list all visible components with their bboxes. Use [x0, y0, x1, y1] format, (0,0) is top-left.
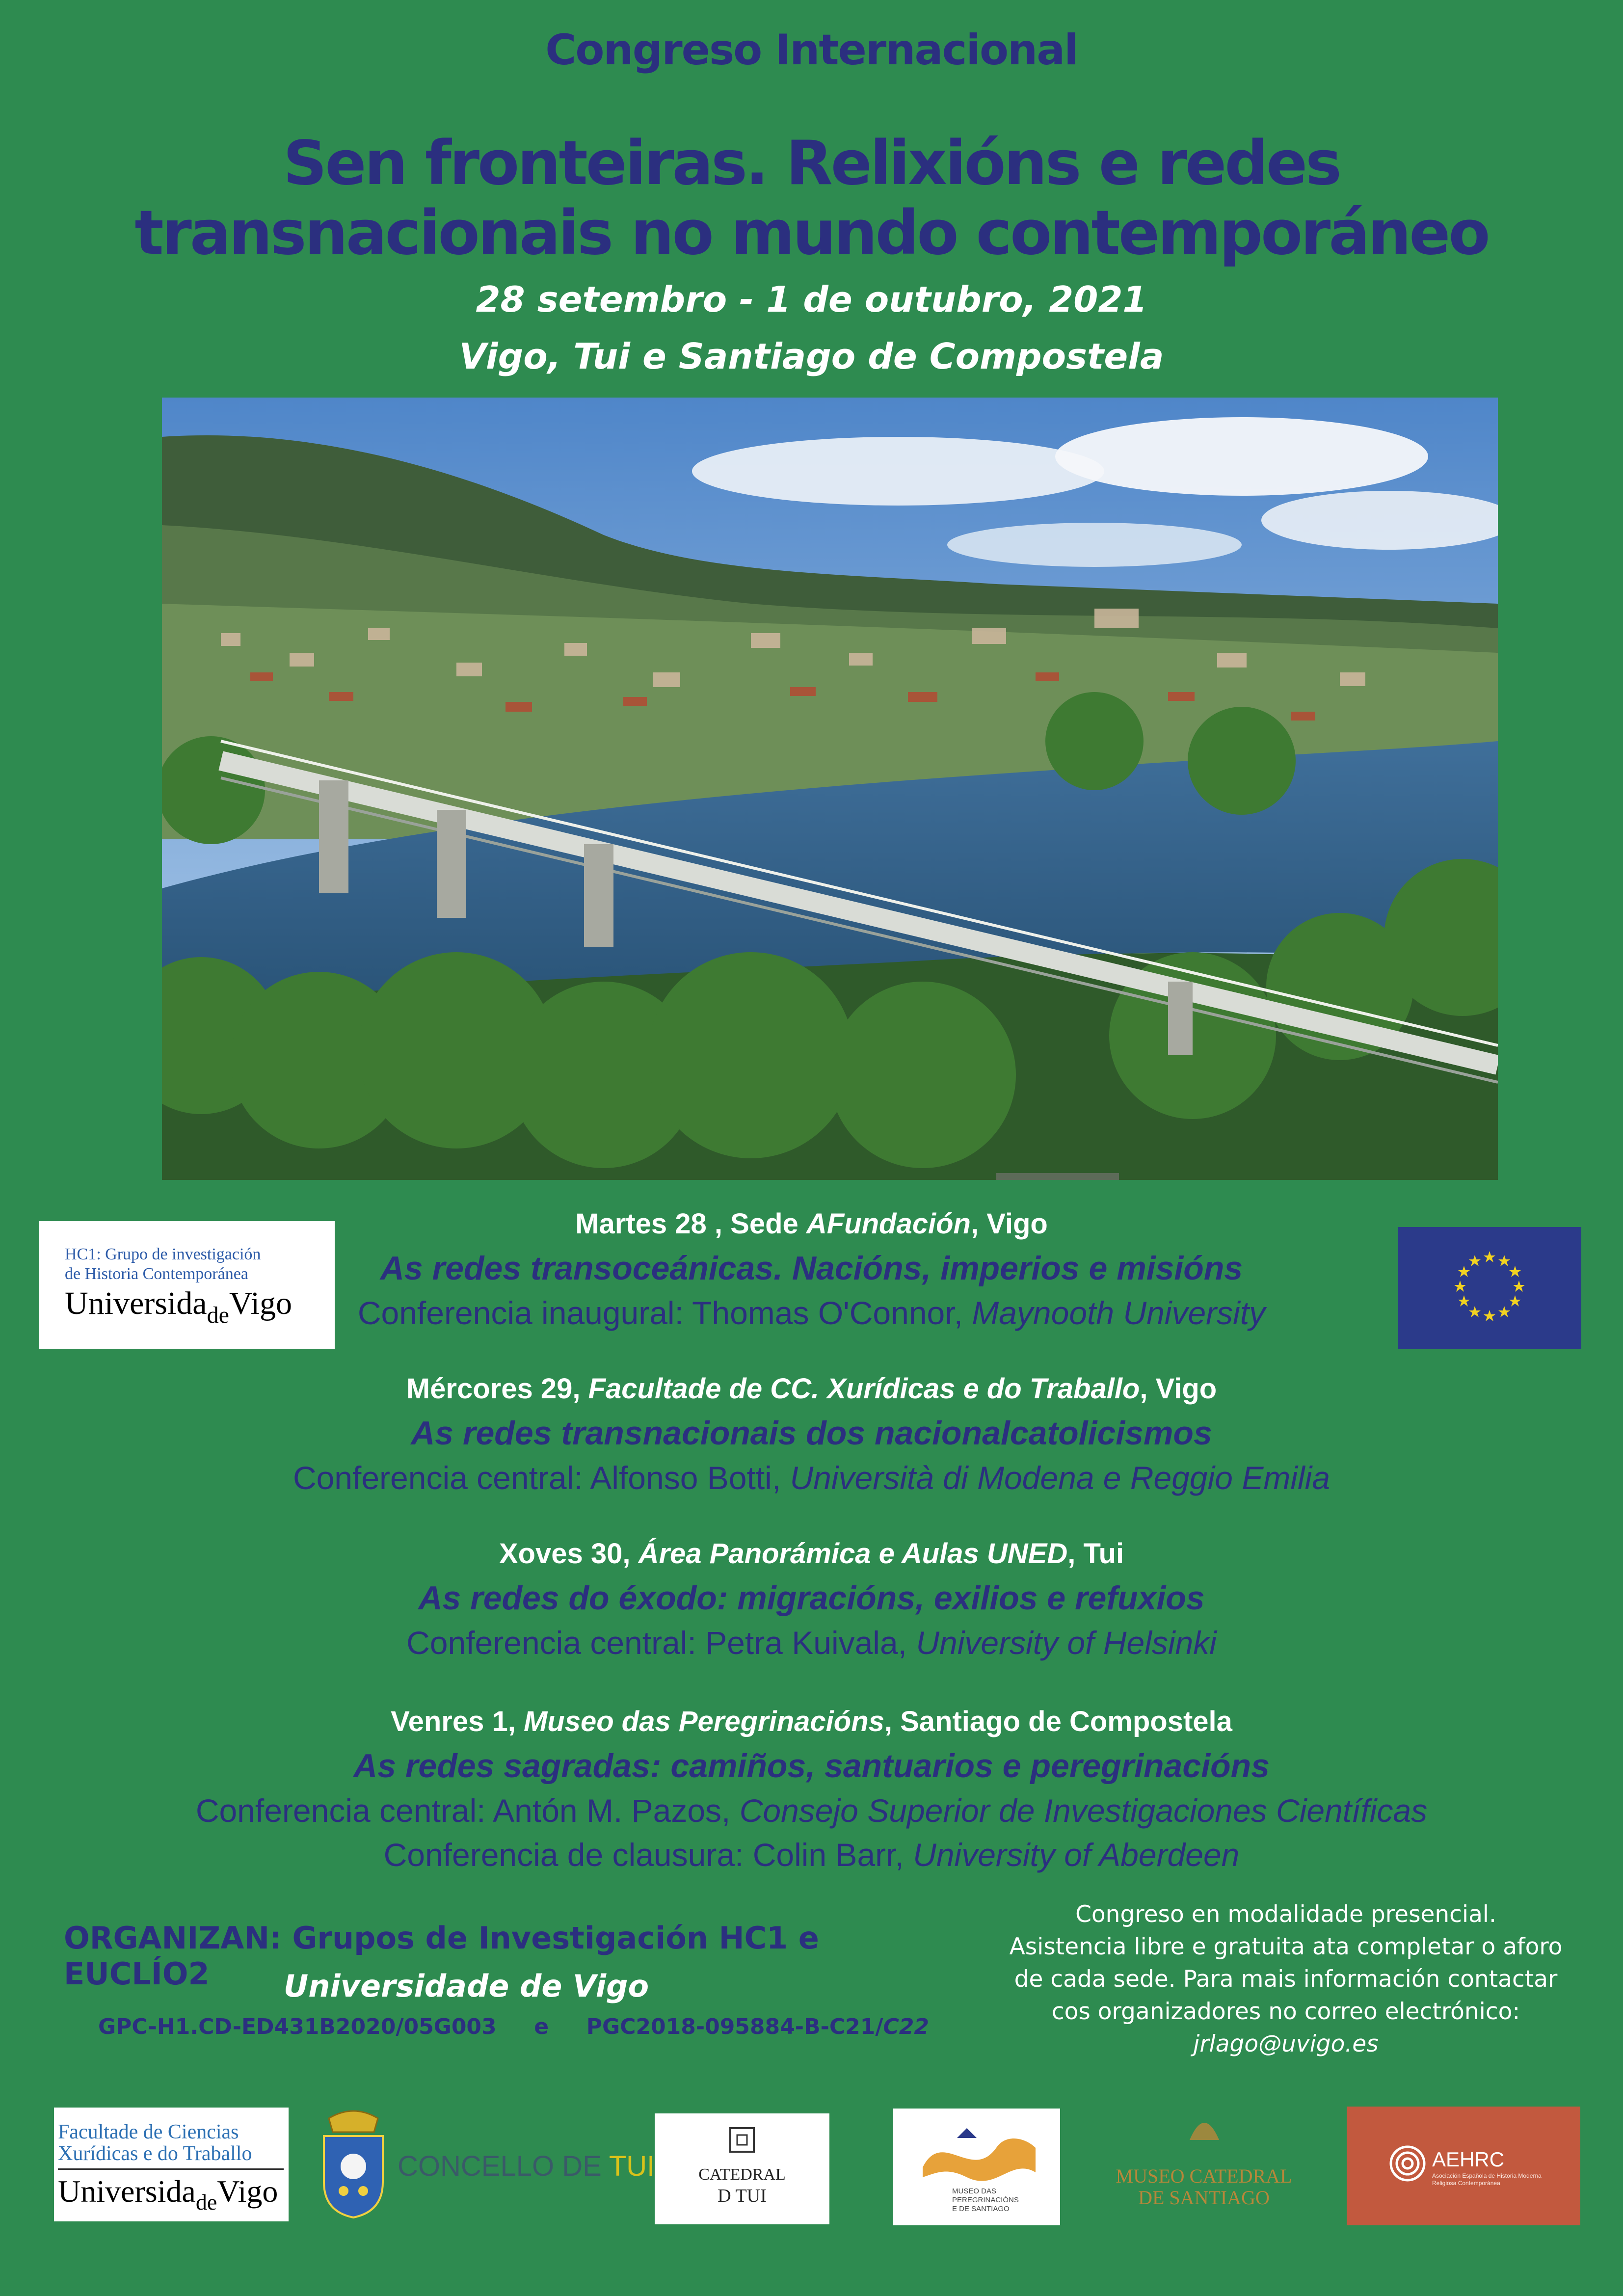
session-3-lecture-affiliation: University of Helsinki — [916, 1625, 1217, 1661]
session-4 — [0, 1705, 1623, 1873]
session-1-day-text: Martes 28 , Sede — [575, 1208, 806, 1240]
session-1-lecture — [0, 1294, 1623, 1332]
faculty-wordmark-c: Vigo — [217, 2174, 278, 2209]
grant-code-connector: e — [534, 2014, 549, 2039]
faculty-logo-divider — [58, 2168, 284, 2170]
session-3 — [0, 1537, 1623, 1661]
session-3-lecture — [0, 1624, 1623, 1661]
tui-coat-of-arms-icon — [319, 2109, 388, 2219]
uvigo-wordmark-c: Vigo — [229, 1285, 292, 1321]
info-line-1: Congreso en modalidade presencial. — [1075, 1901, 1496, 1928]
museo-logo-line-1: MUSEO DAS — [952, 2187, 997, 2195]
spiral-icon — [1388, 2144, 1427, 2183]
hc1-logo-line-2: de Historia Contemporánea — [65, 1265, 248, 1283]
session-4-lecture-closing — [0, 1836, 1623, 1873]
session-3-city: , Tui — [1067, 1538, 1124, 1570]
organizers-label: ORGANIZAN: Grupos de Investigación HC1 e EUCLÍO2 — [64, 1920, 819, 1992]
aehrc-logo-sub-2: Religiosa Contemporánea — [1432, 2180, 1500, 2187]
session-4-theme: As redes sagradas: camiños, santuarios e peregrinacións — [353, 1747, 1270, 1785]
faculty-logo-line-1: Facultade de Ciencias — [58, 2121, 239, 2143]
cathedral-icon — [727, 2125, 757, 2155]
scallop-shell-icon — [913, 2118, 1040, 2187]
concello-logo-a: CONCELLO DE — [398, 2150, 609, 2182]
session-1-lecture-affiliation: Maynooth University — [972, 1295, 1266, 1331]
session-2-day — [0, 1372, 1623, 1405]
congress-dates: 28 setembro - 1 de outubro, 2021 — [476, 279, 1147, 320]
catedral-logo-line-2: D TUI — [718, 2186, 767, 2206]
session-2-venue: Facultade de CC. Xurídicas e do Traballo — [588, 1373, 1140, 1405]
session-2-lecture — [0, 1459, 1623, 1496]
landscape-photo — [162, 398, 1498, 1180]
session-2-lecture-label: Conferencia central: Alfonso Botti, — [293, 1460, 790, 1496]
session-1-venue: AFundación — [806, 1208, 971, 1240]
session-4-city: , Santiago de Compostela — [884, 1706, 1232, 1737]
session-4-lecture-closing-label: Conferencia de clausura: Colin Barr, — [383, 1837, 913, 1873]
session-1-theme: As redes transoceánicas. Nacións, imperios e misións — [380, 1250, 1243, 1287]
uvigo-wordmark-a: Universida — [65, 1285, 207, 1321]
session-4-lecture-central-affiliation: Consejo Superior de Investigaciones Científicas — [739, 1792, 1428, 1829]
session-1-city: , Vigo — [970, 1208, 1048, 1240]
session-1 — [0, 1207, 1623, 1332]
contact-email[interactable]: jrlago@uvigo.es — [1193, 2030, 1379, 2057]
faculty-uvigo-wordmark — [58, 2173, 278, 2215]
session-4-lecture-central — [0, 1792, 1623, 1829]
faculty-wordmark-a: Universida — [58, 2174, 196, 2209]
session-4-day — [0, 1705, 1623, 1738]
faculty-logo — [54, 2108, 289, 2221]
session-2-city: , Vigo — [1140, 1373, 1217, 1405]
concello-logo-b: TUI — [609, 2150, 655, 2182]
faculty-wordmark-b: de — [195, 2189, 217, 2215]
info-line-2: Asistencia libre e gratuita ata completar o aforo — [1009, 1933, 1563, 1960]
session-2-day-text: Mércores 29, — [406, 1373, 588, 1405]
aehrc-logo-sub-1: Asociación Española de Historia Moderna — [1432, 2172, 1542, 2179]
shell-emblem-icon — [1185, 2110, 1224, 2150]
session-1-day — [0, 1207, 1623, 1240]
congress-places: Vigo, Tui e Santiago de Compostela — [459, 336, 1164, 377]
session-3-venue: Área Panorámica e Aulas UNED — [638, 1538, 1068, 1570]
session-4-venue: Museo das Peregrinacións — [523, 1706, 884, 1737]
kicker-heading: Congreso Internacional — [545, 26, 1078, 75]
session-4-day-text: Venres 1, — [391, 1706, 524, 1737]
concello-tui-logo — [398, 2150, 655, 2183]
grant-code-2: PGC2018-095884-B-C21/ — [586, 2014, 883, 2039]
session-1-lecture-label: Conferencia inaugural: Thomas O'Connor, — [357, 1295, 972, 1331]
museo-logo-line-3: E DE SANTIAGO — [952, 2205, 1010, 2213]
session-2-theme: As redes transnacionais dos nacionalcatolicismos — [411, 1415, 1212, 1452]
session-4-lecture-central-label: Conferencia central: Antón M. Pazos, — [195, 1792, 740, 1829]
grant-code-2-suffix: C22 — [883, 2014, 929, 2039]
aehrc-logo — [1347, 2107, 1580, 2225]
museo-logo-line-2: PEREGRINACIÓNS — [952, 2196, 1019, 2204]
museo-peregrinacions-logo — [893, 2109, 1060, 2225]
session-3-day-text: Xoves 30, — [499, 1538, 639, 1570]
museo-catedral-santiago-logo — [1089, 2110, 1319, 2223]
msc-logo-line-1: MUSEO CATEDRAL — [1116, 2165, 1292, 2187]
session-3-day — [0, 1537, 1623, 1570]
grant-code-1: GPC-H1.CD-ED431B2020/05G003 — [98, 2014, 497, 2039]
session-2-lecture-affiliation: Università di Modena e Reggio Emilia — [790, 1460, 1330, 1496]
aehrc-logo-text: AEHRC — [1432, 2148, 1505, 2171]
session-3-lecture-label: Conferencia central: Petra Kuivala, — [406, 1625, 916, 1661]
info-line-3: de cada sede. Para mais información contactar — [1014, 1966, 1558, 1993]
session-4-lecture-closing-affiliation: University of Aberdeen — [913, 1837, 1240, 1873]
uvigo-wordmark-b: de — [207, 1302, 229, 1328]
session-2 — [0, 1372, 1623, 1496]
congress-title — [0, 129, 1623, 268]
session-3-theme: As redes do éxodo: migracións, exilios e refuxios — [418, 1579, 1205, 1617]
organizers-university: Universidade de Vigo — [283, 1968, 649, 2004]
catedral-tui-logo — [655, 2113, 829, 2224]
faculty-logo-line-2: Xurídicas e do Traballo — [58, 2142, 252, 2165]
hc1-logo-line-1: HC1: Grupo de investigación — [65, 1245, 261, 1263]
info-line-4: cos organizadores no correo electrónico: — [1051, 1998, 1520, 2025]
title-line-1: Sen fronteiras. Relixións e redes — [283, 128, 1340, 199]
grant-codes — [98, 2014, 929, 2039]
title-line-2: transnacionais no mundo contemporáneo — [134, 198, 1489, 268]
msc-logo-line-2: DE SANTIAGO — [1138, 2187, 1270, 2209]
catedral-logo-line-1: CATEDRAL — [698, 2165, 786, 2184]
attendance-info — [996, 1898, 1575, 2060]
